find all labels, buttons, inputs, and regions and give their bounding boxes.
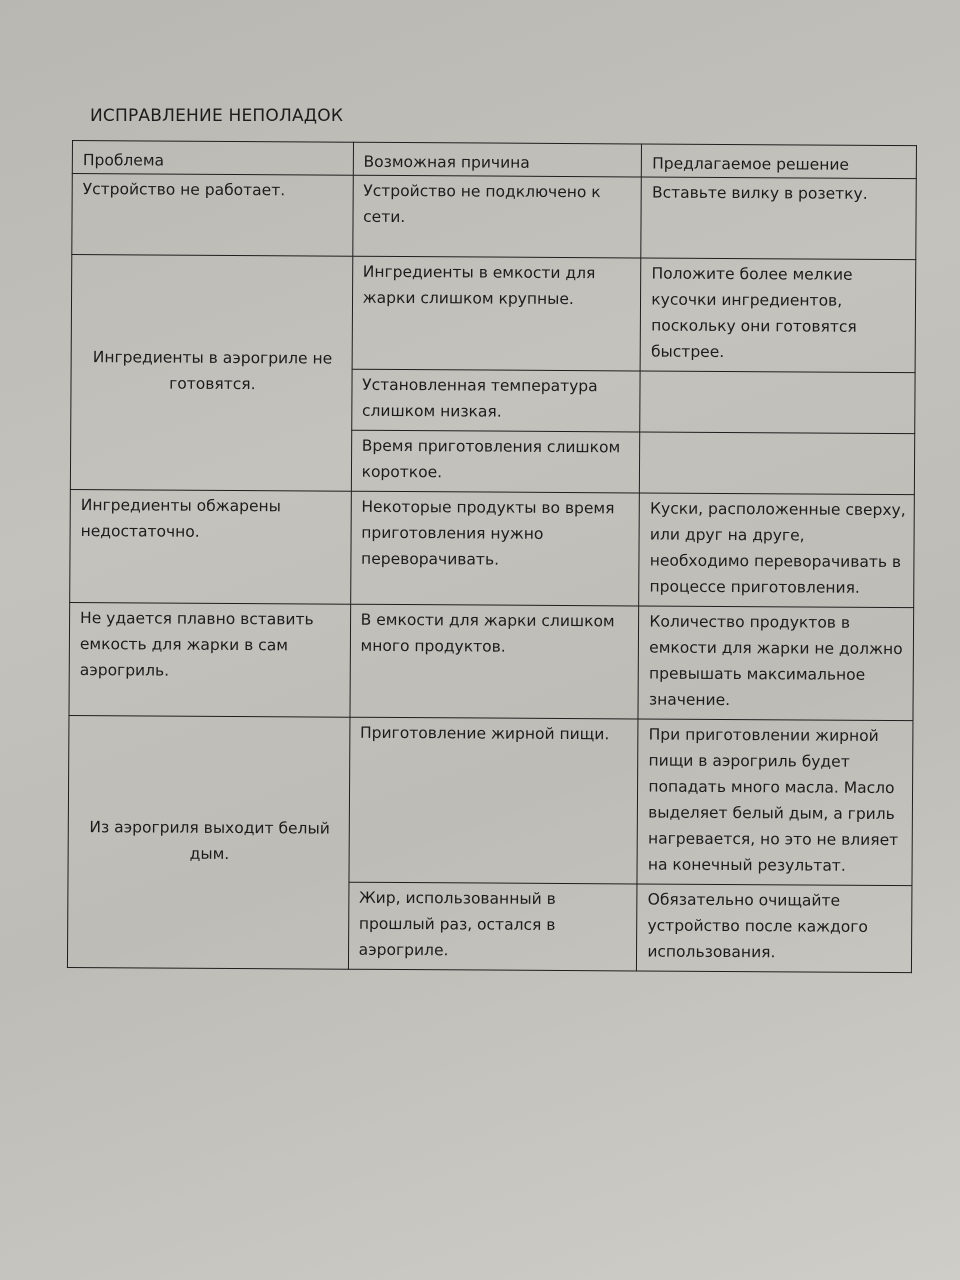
table-row — [72, 174, 916, 260]
solution-cell: Количество продуктов в емкости для жарки не должно превышать максимальное значение. — [638, 606, 913, 721]
solution-cell: Вставьте вилку в розетку. — [641, 177, 916, 260]
table-row — [68, 715, 913, 885]
cause-cell: Приготовление жирной пищи. — [349, 717, 639, 884]
problem-cell: Ингредиенты обжарены недостаточно. — [70, 489, 351, 604]
solution-cell: Куски, расположенные сверху, или друг на друге, необходимо переворачивать в процессе приготовления. — [639, 493, 914, 608]
solution-cell: Положите более мелкие кусочки ингредиентов, поскольку они готовятся быстрее. — [640, 258, 915, 373]
cause-cell: Жир, использованный в прошлый раз, остался в аэрогриле. — [348, 882, 637, 971]
problem-cell: Не удается плавно вставить емкость для жарки в сам аэрогриль. — [69, 602, 350, 717]
page-title: ИСПРАВЛЕНИЕ НЕПОЛАДОК — [90, 106, 344, 126]
header-problem: Проблема — [72, 141, 353, 176]
problem-cell: Устройство не работает. — [72, 174, 353, 257]
table-row — [69, 602, 914, 720]
header-cause: Возможная причина — [353, 142, 642, 177]
cause-cell: Установленная температура слишком низкая. — [351, 369, 640, 432]
table-header-row — [72, 141, 916, 179]
table-row — [70, 489, 915, 607]
solution-cell — [640, 371, 915, 434]
header-solution: Предлагаемое решение — [642, 144, 917, 179]
solution-cell: Обязательно очищайте устройство после каждого использования. — [637, 884, 912, 973]
cause-cell: Время приготовления слишком короткое. — [351, 430, 640, 493]
troubleshooting-table — [67, 140, 917, 973]
problem-cell: Ингредиенты в аэрогриле не готовятся. — [70, 255, 352, 492]
problem-cell: Из аэрогриля выходит белый дым. — [67, 715, 349, 969]
cause-cell: Ингредиенты в емкости для жарки слишком крупные. — [352, 256, 641, 371]
table-row — [71, 255, 916, 373]
cause-cell: Некоторые продукты во время приготовления нужно переворачивать. — [350, 491, 639, 606]
cause-cell: В емкости для жарки слишком много продуктов. — [350, 604, 639, 719]
bleed-through-text — [0, 60, 960, 88]
solution-cell: При приготовлении жирной пищи в аэрогриль будет попадать много масла. Масло выделяет белый дым, а гриль нагревается, но это не влияет на конечный результат. — [637, 719, 913, 886]
solution-cell — [640, 432, 915, 495]
cause-cell: Устройство не подключено к сети. — [352, 175, 641, 258]
